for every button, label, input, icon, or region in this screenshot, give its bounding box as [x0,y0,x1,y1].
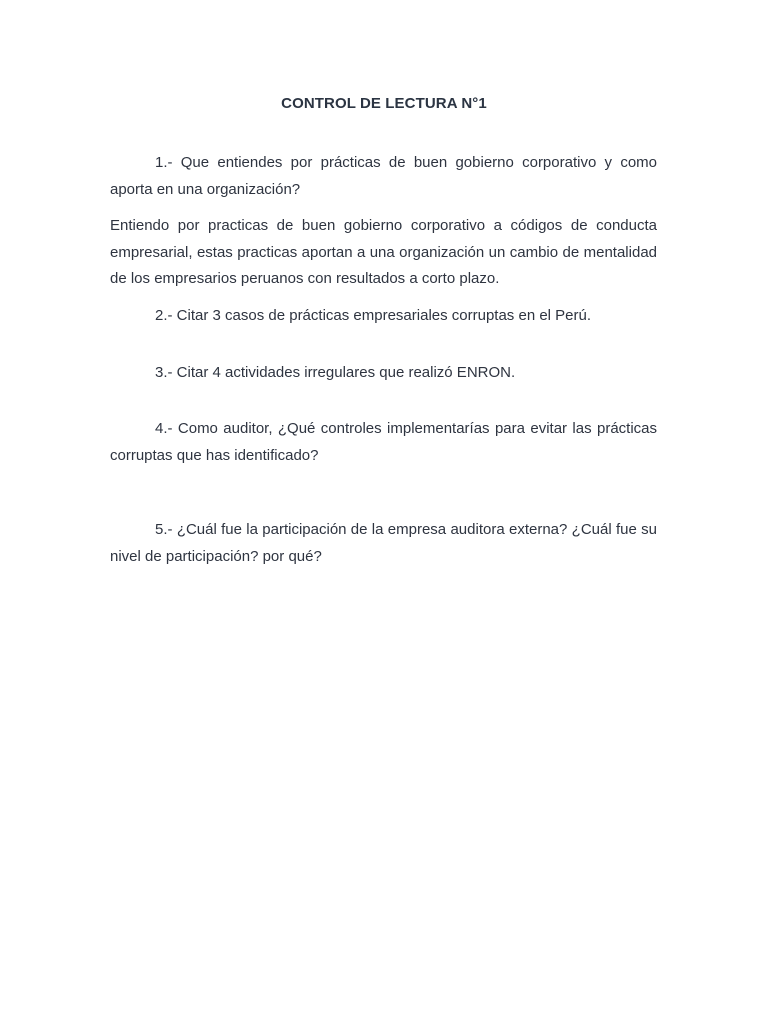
question-5: 5.- ¿Cuál fue la participación de la empresa auditora externa? ¿Cuál fue su nivel de participación? por qué? [110,521,657,565]
document-title: CONTROL DE LECTURA N°1 [281,95,487,112]
question-2: 2.- Citar 3 casos de prácticas empresariales corruptas en el Perú. [155,307,592,324]
answer-1: Entiendo por practicas de buen gobierno corporativo a códigos de conducta empresarial, estas practicas aportan a una organización un cambio de mentalidad de los empresarios peruanos con resultados a corto plazo. [110,217,657,287]
question-3: 3.- Citar 4 actividades irregulares que realizó ENRON. [155,364,516,381]
question-1: 1.- Que entiendes por prácticas de buen gobierno corporativo y como aporta en una organización? [110,154,657,198]
question-4: 4.- Como auditor, ¿Qué controles implementarías para evitar las prácticas corruptas que has identificado? [110,420,657,464]
